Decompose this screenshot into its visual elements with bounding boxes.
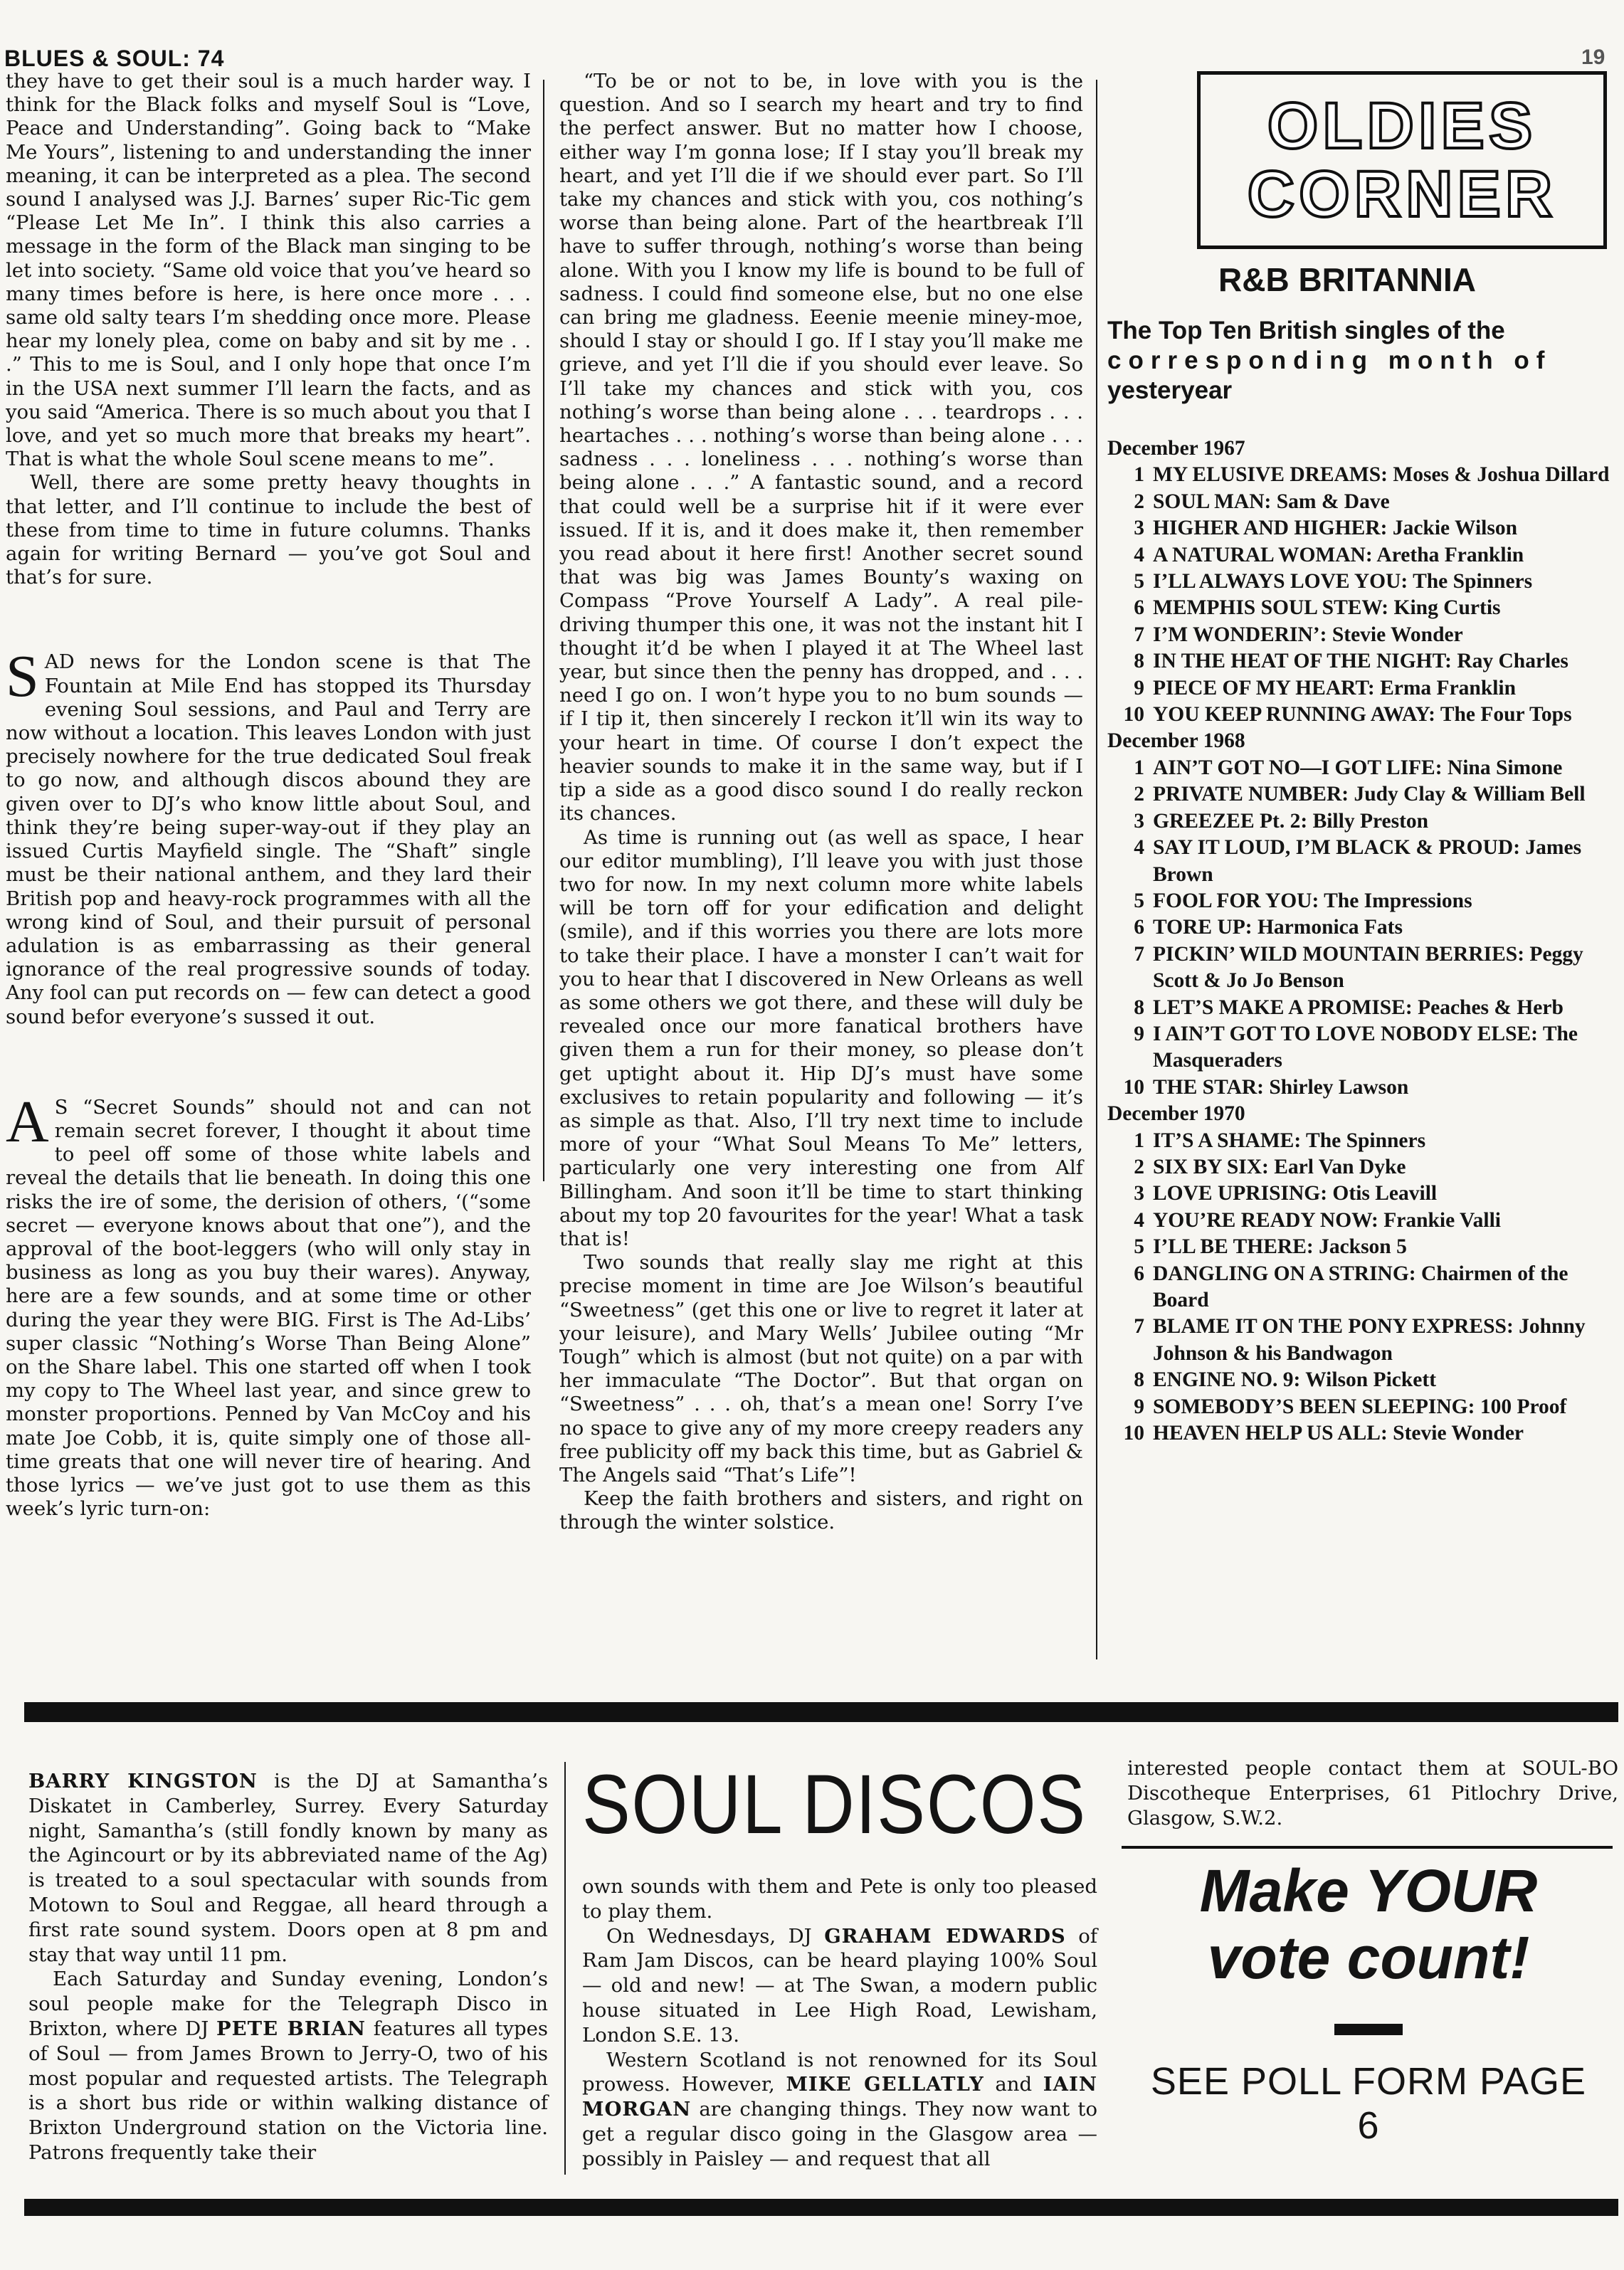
song-title: LET’S MAKE A PROMISE:	[1153, 996, 1413, 1019]
chart-entry	[1107, 1394, 1613, 1420]
chart-entry	[1107, 1021, 1613, 1075]
section-secret-sounds	[6, 1088, 531, 1521]
chart-entry	[1107, 995, 1613, 1021]
chart-rank: 8	[1134, 1368, 1144, 1392]
paragraph: “To be or not to be, in love with you is the question. And so I search my heart and try to find the perfect answer. But no matter how I choose, either way I’m gonna lose; If I stay you’ll break my heart, and yet I’ll die if we should ever part. So I’ll take my chances and stick with you, cos nothing’s worse than being alone. Part of the heartbreak I’ll have to suffer through, nothing’s worse than being alone. With you I know my life is bound to be full of sadness. I could find someone else, but no one else can bring me gladness. Eeenie meenie miney-moe, should I stay or should I go. If I stay you’ll make me grieve, and yet I’ll die if you should ever leave. So I’ll take my chances and stick with you, cos nothing’s worse than being alone . . . teardrops . . . heartaches . . . nothing’s worse than being alone . . . sadness . . . loneliness . . . nothing’s worse than being alone . . .” A fantastic sound, and a record that could well be a surprise hit if it were ever issued. If it is, and it does make it, then remember you read about it here first! Another secret sound that was big was James Bounty’s waxing on Compass “Prove Yourself A Lady”. A real pile-driving thumper this one, it was not the instant hit I thought it’d be when I played it at The Wheel last year, but since then the penny has dropped, and . . . need I go on. I won’t hype you to no bum sounds — if I tip it, then sincerely I reckon it’ll win its way to your heart in time. Of course I don’t expect the heavier sounds to make it in the same way, but if I tip a side as a good disco sound I do really reckon its chances.	[559, 70, 1083, 825]
column-divider	[1096, 80, 1097, 1659]
drop-cap: S	[6, 643, 39, 710]
discos-column-1	[28, 1769, 548, 2165]
section-title: R&B BRITANNIA	[1218, 261, 1477, 298]
ad-headline: vote count!	[1207, 1924, 1530, 1991]
chart-entry-text	[1153, 595, 1613, 621]
chart-entry	[1107, 569, 1613, 595]
chart-entry	[1107, 702, 1613, 728]
song-title: PICKIN’ WILD MOUNTAIN BERRIES:	[1153, 942, 1525, 966]
corner-title: CORNER	[1247, 158, 1557, 231]
chart-rank: 10	[1123, 1422, 1144, 1445]
chart-rank: 9	[1134, 676, 1144, 700]
ad-top-rule	[1122, 1846, 1613, 1849]
chart-entry-text	[1153, 702, 1613, 728]
discos-column-2	[582, 1874, 1097, 2172]
chart-rank: 2	[1134, 490, 1144, 513]
paragraph-text: AD news for the London scene is that The Fountain at Mile End has stopped its Thursday evening Soul sessions, and Paul and Terry are now without a location. This leaves London with just precisely nowhere for the true dedicated Soul freak to go now, and although discos abound they are given over to DJ’s who know little about Soul, and think they’re being super-way-out if they play an issued Curtis Mayfield single. The “Shaft” single must be their national anthem, and they lard their British pop and heavy-rock programmes with all the wrong kind of Soul, and their pursuit of personal adulation is as embarrassing as their general ignorance of the real progressive sounds of today. Any fool can put records on — few can detect a good sound befor everyone’s sussed it out.	[6, 650, 531, 1028]
song-title: I AIN’T GOT TO LOVE NOBODY ELSE:	[1153, 1022, 1538, 1045]
artist-name: James Brown	[1153, 836, 1582, 886]
song-title: HEAVEN HELP US ALL:	[1153, 1422, 1388, 1445]
divider-rule	[24, 1702, 1618, 1722]
drop-cap: A	[6, 1088, 49, 1155]
song-title: MEMPHIS SOUL STEW:	[1153, 596, 1389, 620]
paragraph	[28, 1967, 548, 2165]
chart-entry-text	[1153, 648, 1613, 675]
chart-rank: 1	[1134, 463, 1144, 487]
artist-name: Ray Charles	[1457, 650, 1568, 673]
chart-entry-text	[1153, 1367, 1613, 1393]
chart-year-heading: December 1967	[1107, 437, 1245, 460]
chart-entry	[1107, 1261, 1613, 1314]
artist-name: Peggy Scott & Jo Jo Benson	[1153, 942, 1583, 993]
chart-entry-text	[1153, 515, 1613, 542]
chart-entry-text	[1153, 1394, 1613, 1420]
subtitle-line: The Top Ten British singles of the	[1107, 317, 1505, 344]
song-title: BLAME IT ON THE PONY EXPRESS:	[1153, 1315, 1514, 1339]
article-column-2	[559, 70, 1083, 1535]
artist-name: Peaches & Herb	[1418, 996, 1564, 1019]
magazine-header: BLUES & SOUL: 74	[4, 46, 225, 71]
chart-rank: 10	[1123, 1075, 1144, 1099]
paragraph-text: S “Secret Sounds” should not and can not remain secret forever, I thought it about time to peel off some of those white labels and reveal the details that lie beneath. In doing this one risks the ire of some, the derision of others, ‘(“some secret — everyone knows about that one”), and the approval of the boot-leggers (who will only stay in business as long as you buy their wares). Anyway, here are a few sounds, and at some time or other during the year they were BIG. First is The Ad-Libs’ super classic “Nothing’s Worse Than Being Alone” on the Share label. This one started off when I took my copy to The Wheel last year, and since grew to monster proportions. Penned by Van McCoy and his mate Joe Cobb, it is, quite simply one of those all-time greats that one will never tire of hearing. And those lyrics — we’ve just got to use them as this week’s lyric turn-on:	[6, 1095, 531, 1521]
song-title: A NATURAL WOMAN:	[1153, 543, 1373, 566]
dj-name: IAIN MORGAN	[582, 2073, 1097, 2121]
dj-name: MIKE GELLATLY	[786, 2073, 984, 2096]
chart-entry	[1107, 1208, 1613, 1234]
subtitle-line: corresponding month of	[1107, 347, 1552, 374]
artist-name: Chairmen of the Board	[1153, 1262, 1568, 1311]
soul-discos-heading: SOUL DISCOS	[582, 1758, 1087, 1852]
song-title: DANGLING ON A STRING:	[1153, 1262, 1416, 1285]
chart-entry-text	[1153, 1154, 1613, 1181]
chart-rank: 7	[1134, 1315, 1144, 1339]
song-title: TORE UP:	[1153, 916, 1253, 939]
column-divider	[543, 80, 544, 1181]
chart-rank: 10	[1123, 703, 1144, 727]
song-title: THE STAR:	[1153, 1075, 1264, 1099]
chart-entry-text	[1153, 1075, 1613, 1101]
chart-rank: 4	[1134, 1208, 1144, 1232]
dj-name: PETE BRIAN	[216, 2017, 367, 2040]
chart-entry	[1107, 675, 1613, 702]
chart-rank: 3	[1134, 517, 1144, 540]
chart-entry	[1107, 1367, 1613, 1393]
chart-rank: 7	[1134, 942, 1144, 966]
chart-entry-text	[1153, 941, 1613, 995]
ad-poll-link[interactable]: SEE POLL FORM PAGE 6	[1150, 2060, 1587, 2147]
song-title: LOVE UPRISING:	[1153, 1182, 1328, 1205]
paragraph-text: features all types of Soul — from James Brown to Jerry-O, two of his most popular and requested artists. The Telegraph is a short bus ride or within walking distance of Brixton Underground station on the Victoria line. Patrons frequently take their	[28, 2017, 548, 2164]
paragraph: Well, there are some pretty heavy thoughts in that letter, and I’ll continue to include the best of these from time to time in future columns. Thanks again for writing Bernard — you’ve got Soul and that’s for sure.	[6, 471, 531, 589]
chart-rank: 9	[1134, 1395, 1144, 1418]
paragraph-text: Each Saturday and Sunday evening, London’s soul people make for the Telegraph Disco in Brixton, where DJ	[28, 1968, 548, 2040]
chart-entry-text	[1153, 542, 1613, 569]
chart-entry	[1107, 888, 1613, 914]
song-title: MY ELUSIVE DREAMS:	[1153, 463, 1388, 487]
chart-entry-text	[1153, 781, 1613, 808]
chart-rank: 5	[1134, 889, 1144, 912]
dj-name: GRAHAM EDWARDS	[824, 1924, 1066, 1948]
artist-name: The Four Tops	[1440, 703, 1572, 727]
song-title: IT’S A SHAME:	[1153, 1129, 1302, 1152]
paragraph	[28, 1769, 548, 1967]
chart-entry	[1107, 542, 1613, 569]
chart-rank: 5	[1134, 1235, 1144, 1259]
chart-entry	[1107, 1128, 1613, 1154]
chart-entry	[1107, 1075, 1613, 1101]
artist-name: Stevie Wonder	[1332, 623, 1463, 646]
artist-name: The Spinners	[1413, 570, 1533, 593]
song-title: PRIVATE NUMBER:	[1153, 783, 1349, 806]
paragraph-text: is the DJ at Samantha’s Diskatet in Camberley, Surrey. Every Saturday night, Samantha’s (still fondly known by many as the Agincourt or by its abbreviated name of the Ag) is treated to a soul spectacular with sounds from Motown to Soul and Reggae, all heard through a first rate sound system. Doors open at 8 pm and stay that way until 11 pm.	[28, 1770, 549, 1966]
artist-name: Moses & Joshua Dillard	[1393, 463, 1610, 487]
column-divider	[564, 1762, 566, 2175]
paragraph: Keep the faith brothers and sisters, and right on through the winter solstice.	[559, 1487, 1083, 1534]
chart-entry-text	[1153, 755, 1613, 781]
artist-name: King Curtis	[1393, 596, 1501, 620]
subtitle-line: yesteryear	[1107, 376, 1233, 404]
chart-entry	[1107, 755, 1613, 781]
song-title: AIN’T GOT NO—I GOT LIFE:	[1153, 756, 1443, 779]
artist-name: Judy Clay & William Bell	[1354, 783, 1586, 806]
song-title: I’LL ALWAYS LOVE YOU:	[1153, 570, 1408, 593]
poll-advert	[1144, 1857, 1593, 2270]
chart-entry	[1107, 1154, 1613, 1181]
chart-rank: 6	[1134, 596, 1144, 620]
artist-name: Wilson Pickett	[1305, 1368, 1437, 1392]
article-column-1	[6, 70, 531, 1521]
chart-entry	[1107, 1234, 1613, 1260]
chart-entry-text	[1153, 569, 1613, 595]
chart-entry-text	[1153, 1021, 1613, 1075]
oldies-title: OLDIES	[1267, 90, 1537, 162]
chart-entry-text	[1153, 1208, 1613, 1234]
artist-name: Otis Leavill	[1332, 1182, 1438, 1205]
chart-entry	[1107, 808, 1613, 835]
chart-entry	[1107, 781, 1613, 808]
song-title: I’LL BE THERE:	[1153, 1235, 1314, 1259]
chart-entry	[1107, 914, 1613, 941]
artist-name: Frankie Valli	[1383, 1208, 1501, 1232]
chart-rank: 2	[1134, 783, 1144, 806]
chart-entry-text	[1153, 835, 1613, 888]
chart-entry	[1107, 595, 1613, 621]
chart-entry-text	[1153, 808, 1613, 835]
chart-entry-text	[1153, 489, 1613, 515]
artist-name: The Spinners	[1306, 1129, 1426, 1152]
song-title: HIGHER AND HIGHER:	[1153, 517, 1388, 540]
artist-name: The Masqueraders	[1153, 1022, 1578, 1072]
chart-rank: 1	[1134, 1129, 1144, 1152]
chart-rank: 4	[1134, 543, 1144, 566]
artist-name: 100 Proof	[1480, 1395, 1567, 1418]
song-title: YOU KEEP RUNNING AWAY:	[1153, 703, 1435, 727]
artist-name: Johnny Johnson & his Bandwagon	[1153, 1315, 1586, 1365]
artist-name: The Impressions	[1324, 889, 1472, 912]
chart-year-heading: December 1970	[1107, 1102, 1245, 1126]
paragraph: Two sounds that really slay me right at this precise moment in time are Joe Wilson’s beautiful “Sweetness” (get this one or live to regret it later at your leisure), and Mary Wells’ Jubilee outing “Mr Tough” which is almost (but not quite) on a par with her immaculate “The Doctor”. But that organ on “Sweetness” . . . oh, that’s a mean one! Sorry I’ve no space to give any of my more creepy readers any free publicity off my back this time, but as Gabriel & The Angels said “That’s Life”!	[559, 1251, 1083, 1487]
artist-name: Jackie Wilson	[1392, 517, 1517, 540]
chart-entry	[1107, 1181, 1613, 1207]
chart-entry	[1107, 462, 1613, 488]
paragraph: they have to get their soul is a much harder way. I think for the Black folks and myself Soul is “Love, Peace and Understanding”. Going back to “Make Me Yours”, listening to and understanding the inner meaning, it can be interpreted as a plea. The second sound I analysed was J.J. Barnes’ super Ric-Tic gem “Please Let Me In”. I think this also carries a message in the form of the Black man singing to be let into society. “Same old voice that you’ve heard so many times before is here, is here once more . . . same old salty tears I’m shedding once more. Please hear my lonely plea, come on baby and sit by me . . .” This to me is Soul, and I only hope that once I’m in the USA next summer I’ll learn the facts, and as you said “America. There is so much about you that I love, and yet so much more that breaks my heart”. That is what the whole Soul scene means to me”.	[6, 70, 531, 471]
song-title: IN THE HEAT OF THE NIGHT:	[1153, 650, 1452, 673]
chart-entry	[1107, 648, 1613, 675]
chart-entry	[1107, 622, 1613, 648]
artist-name: Sam & Dave	[1276, 490, 1390, 513]
chart-rank: 1	[1134, 756, 1144, 779]
song-title: SOUL MAN:	[1153, 490, 1272, 513]
chart-subtitle	[1107, 316, 1605, 406]
chart-entry	[1107, 1420, 1613, 1447]
chart-entry-text	[1153, 995, 1613, 1021]
paragraph-text: are changing things. They now want to get a regular disco going in the Glasgow area — possibly in Paisley — and request that all	[582, 2098, 1097, 2170]
paragraph	[582, 1924, 1097, 2048]
section-secret	[6, 643, 531, 1028]
paragraph	[582, 2048, 1097, 2172]
chart-entry-text	[1153, 462, 1613, 488]
chart-rank: 8	[1134, 996, 1144, 1019]
chart-rank: 7	[1134, 623, 1144, 646]
artist-name: Erma Franklin	[1380, 676, 1517, 700]
paragraph: interested people contact them at SOUL-BO Discotheque Enterprises, 61 Pitlochry Drive, Glasgow, S.W.2.	[1127, 1757, 1618, 1830]
song-title: SOMEBODY’S BEEN SLEEPING:	[1153, 1395, 1475, 1418]
chart-entry	[1107, 1314, 1613, 1367]
artist-name: Jackson 5	[1319, 1235, 1407, 1259]
discos-column-3	[1127, 1756, 1618, 1830]
chart-rank: 8	[1134, 650, 1144, 673]
song-title: YOU’RE READY NOW:	[1153, 1208, 1378, 1232]
song-title: GREEZEE Pt. 2:	[1153, 809, 1308, 833]
chart-entry-text	[1153, 1128, 1613, 1154]
artist-name: Aretha Franklin	[1376, 543, 1524, 566]
chart-entry-text	[1153, 1234, 1613, 1260]
chart-entry	[1107, 489, 1613, 515]
song-title: SIX BY SIX:	[1153, 1155, 1269, 1178]
paragraph-text: On Wednesdays, DJ	[606, 1924, 825, 1948]
chart-entry-text	[1153, 622, 1613, 648]
chart-entry-text	[1153, 675, 1613, 702]
song-title: ENGINE NO. 9:	[1153, 1368, 1301, 1392]
chart-entry	[1107, 835, 1613, 888]
artist-name: Stevie Wonder	[1393, 1422, 1524, 1445]
paragraph: As time is running out (as well as space, I hear our editor mumbling), I’ll leave you with just those two for now. In my next column more white labels will be torn off for your edification and delight (smile), and if this worries you there are lots more to take their place. I have a monster I can’t wait for you to hear that I discovered in New Orleans as well as some others we got there, and these will duly be revealed once our more fanatical brothers have given them a run for their money, so please don’t get uptight about it. Hip DJ’s must have some exclusives to retain popularity and following — it’s as simple as that. Also, I’ll try next time to include more of your “What Soul Means To Me” letters, particularly one very interesting one from Alf Billingham. And soon it’ll be time to start thinking about my top 20 favourites for the year! What a task that is!	[559, 825, 1083, 1250]
chart-entry-text	[1153, 1314, 1613, 1367]
chart-rank: 3	[1134, 809, 1144, 833]
chart-entry-text	[1153, 1261, 1613, 1314]
chart-entry-text	[1153, 888, 1613, 914]
top-ten-list	[1107, 435, 1613, 1447]
chart-rank: 9	[1134, 1022, 1144, 1045]
artist-name: Billy Preston	[1312, 809, 1429, 833]
chart-rank: 6	[1134, 1262, 1144, 1285]
chart-entry-text	[1153, 1420, 1613, 1447]
paragraph-text: Western Scotland is not renowned for its Soul prowess. However,	[582, 2048, 1097, 2096]
paragraph: own sounds with them and Pete is only too pleased to play them.	[582, 1875, 1097, 1923]
chart-entry-text	[1153, 1181, 1613, 1207]
paragraph-text: and	[984, 2073, 1043, 2096]
page-number: 19	[1581, 46, 1605, 69]
song-title: I’M WONDERIN’:	[1153, 623, 1327, 646]
chart-entry-text	[1153, 914, 1613, 941]
chart-rank: 4	[1134, 836, 1144, 860]
artist-name: Earl Van Dyke	[1274, 1155, 1406, 1178]
song-title: FOOL FOR YOU:	[1153, 889, 1319, 912]
chart-rank: 6	[1134, 916, 1144, 939]
artist-name: Nina Simone	[1447, 756, 1563, 779]
chart-rank: 5	[1134, 570, 1144, 593]
artist-name: Shirley Lawson	[1269, 1075, 1409, 1099]
ad-headline: Make YOUR	[1199, 1857, 1538, 1924]
chart-rank: 3	[1134, 1182, 1144, 1205]
artist-name: Harmonica Fats	[1257, 916, 1403, 939]
oldies-corner-logo	[1197, 71, 1607, 249]
ad-bar	[1334, 2024, 1403, 2035]
chart-rank: 2	[1134, 1155, 1144, 1178]
song-title: PIECE OF MY HEART:	[1153, 676, 1375, 700]
chart-year-heading: December 1968	[1107, 729, 1245, 753]
paragraph-text: of Ram Jam Discos, can be heard playing 100% Soul — old and new! — at The Swan, a modern public house situated in Lee High Road, Lewisham, London S.E. 13.	[582, 1924, 1098, 2047]
chart-entry	[1107, 941, 1613, 995]
dj-name: BARRY KINGSTON	[28, 1770, 258, 1793]
song-title: SAY IT LOUD, I’M BLACK & PROUD:	[1153, 836, 1521, 860]
chart-entry	[1107, 515, 1613, 542]
